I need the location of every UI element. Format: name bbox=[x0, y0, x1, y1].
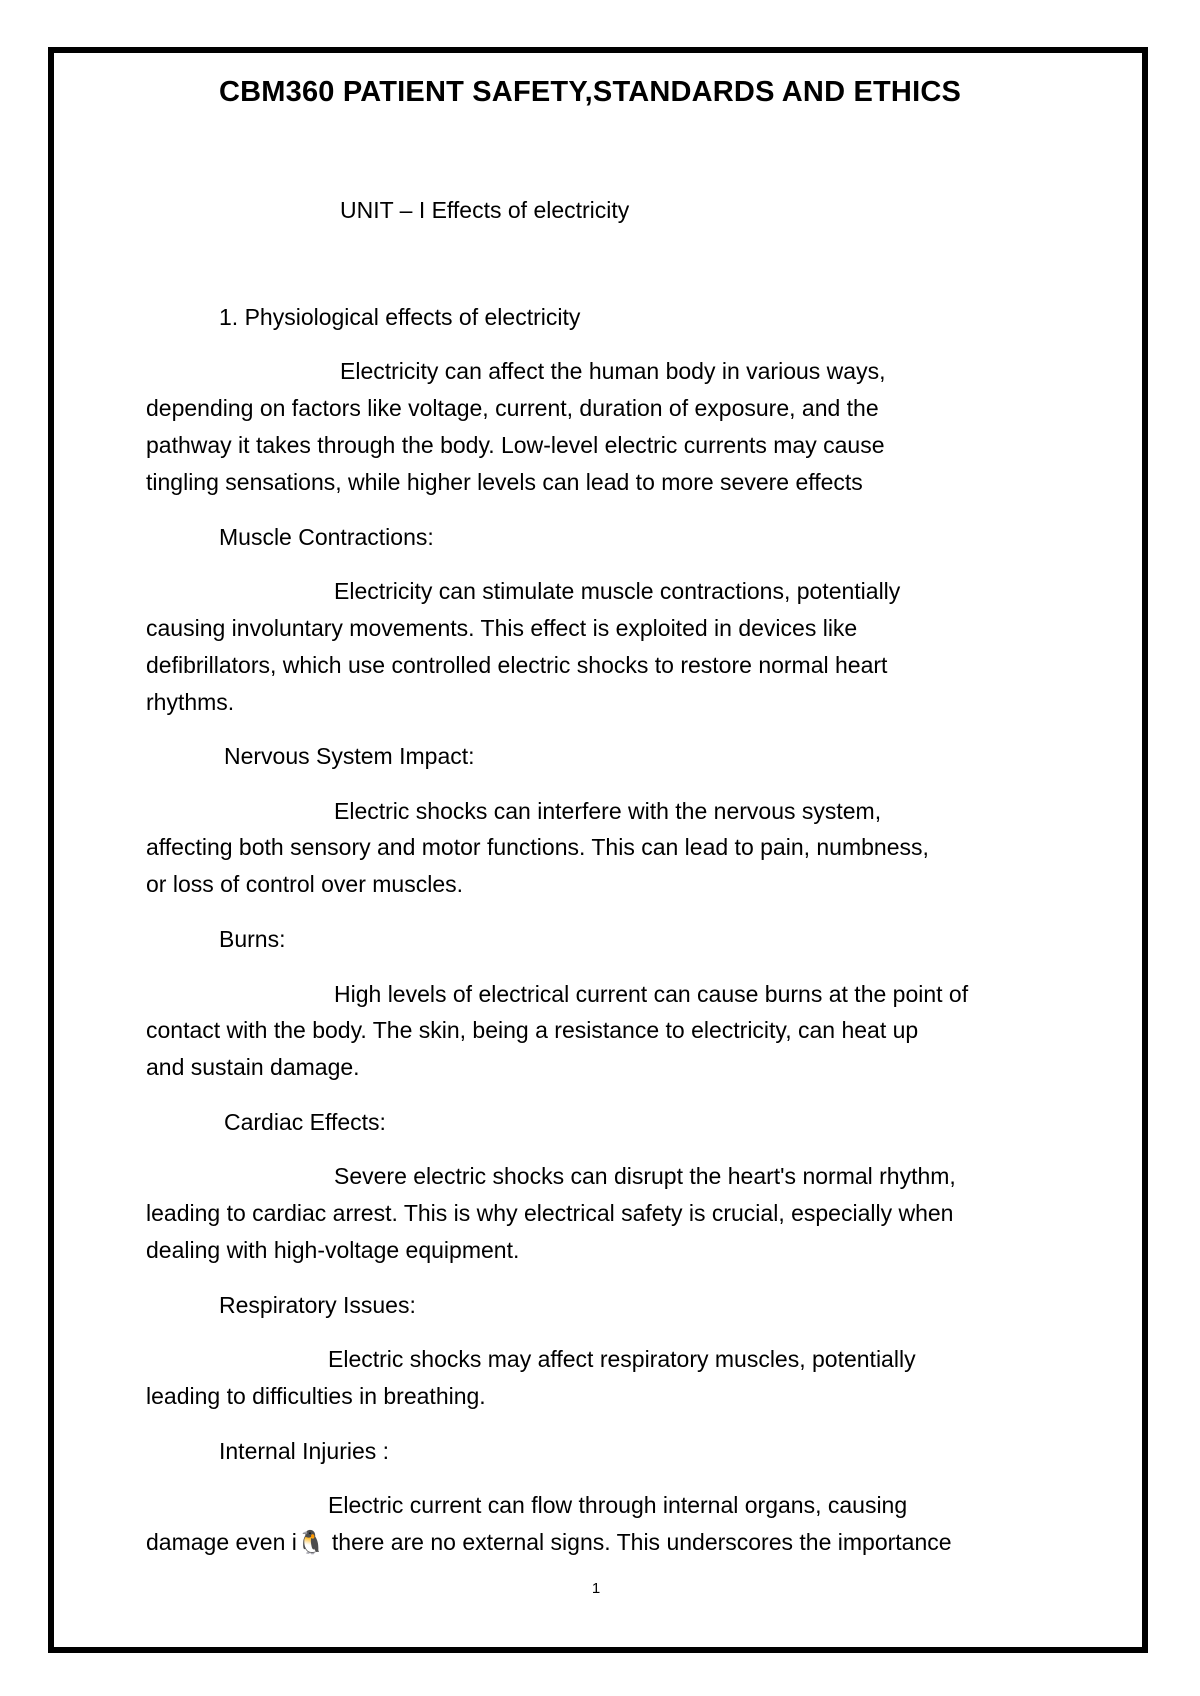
paragraph-line: and sustain damage. bbox=[146, 1054, 360, 1080]
page-number: 1 bbox=[591, 1580, 601, 1597]
section-heading: 1. Physiological effects of electricity bbox=[219, 304, 581, 330]
subsection-heading: Cardiac Effects: bbox=[224, 1109, 386, 1135]
subsection-heading: Respiratory Issues: bbox=[219, 1292, 416, 1318]
subsection-heading: Internal Injuries : bbox=[219, 1438, 390, 1464]
paragraph-line: Severe electric shocks can disrupt the heart's normal rhythm, bbox=[334, 1163, 956, 1189]
paragraph-line: or loss of control over muscles. bbox=[146, 871, 464, 897]
document-title: CBM360 PATIENT SAFETY,STANDARDS AND ETHICS bbox=[218, 76, 962, 108]
paragraph-line: pathway it takes through the body. Low-level electric currents may cause bbox=[146, 432, 885, 458]
paragraph-line: leading to cardiac arrest. This is why electrical safety is crucial, especially when bbox=[146, 1200, 954, 1226]
paragraph-line: leading to difficulties in breathing. bbox=[146, 1383, 486, 1409]
paragraph-line: depending on factors like voltage, current, duration of exposure, and the bbox=[146, 395, 879, 421]
paragraph-line: affecting both sensory and motor functions. This can lead to pain, numbness, bbox=[146, 834, 929, 860]
paragraph-line: causing involuntary movements. This effect is exploited in devices like bbox=[146, 615, 858, 641]
unit-heading: UNIT – I Effects of electricity bbox=[340, 197, 630, 223]
paragraph-line: contact with the body. The skin, being a resistance to electricity, can heat up bbox=[146, 1017, 919, 1043]
paragraph-line: dealing with high-voltage equipment. bbox=[146, 1237, 520, 1263]
subsection-heading: Muscle Contractions: bbox=[219, 524, 434, 550]
paragraph-line: defibrillators, which use controlled electric shocks to restore normal heart bbox=[146, 652, 888, 678]
subsection-heading: Burns: bbox=[219, 926, 286, 952]
paragraph-line: High levels of electrical current can cause burns at the point of bbox=[334, 981, 969, 1007]
paragraph-line: Electric shocks can interfere with the nervous system, bbox=[334, 798, 882, 824]
paragraph-line: Electric shocks may affect respiratory muscles, potentially bbox=[328, 1346, 916, 1372]
subsection-heading: Nervous System Impact: bbox=[224, 743, 475, 769]
paragraph-line: damage even i🐧 there are no external signs. This underscores the importance bbox=[146, 1529, 952, 1555]
paragraph-line: Electricity can affect the human body in various ways, bbox=[340, 358, 886, 384]
paragraph-line: Electricity can stimulate muscle contractions, potentially bbox=[334, 578, 901, 604]
paragraph-line: tingling sensations, while higher levels can lead to more severe effects bbox=[146, 469, 863, 495]
paragraph-line: Electric current can flow through internal organs, causing bbox=[328, 1492, 908, 1518]
paragraph-line: rhythms. bbox=[146, 689, 235, 715]
